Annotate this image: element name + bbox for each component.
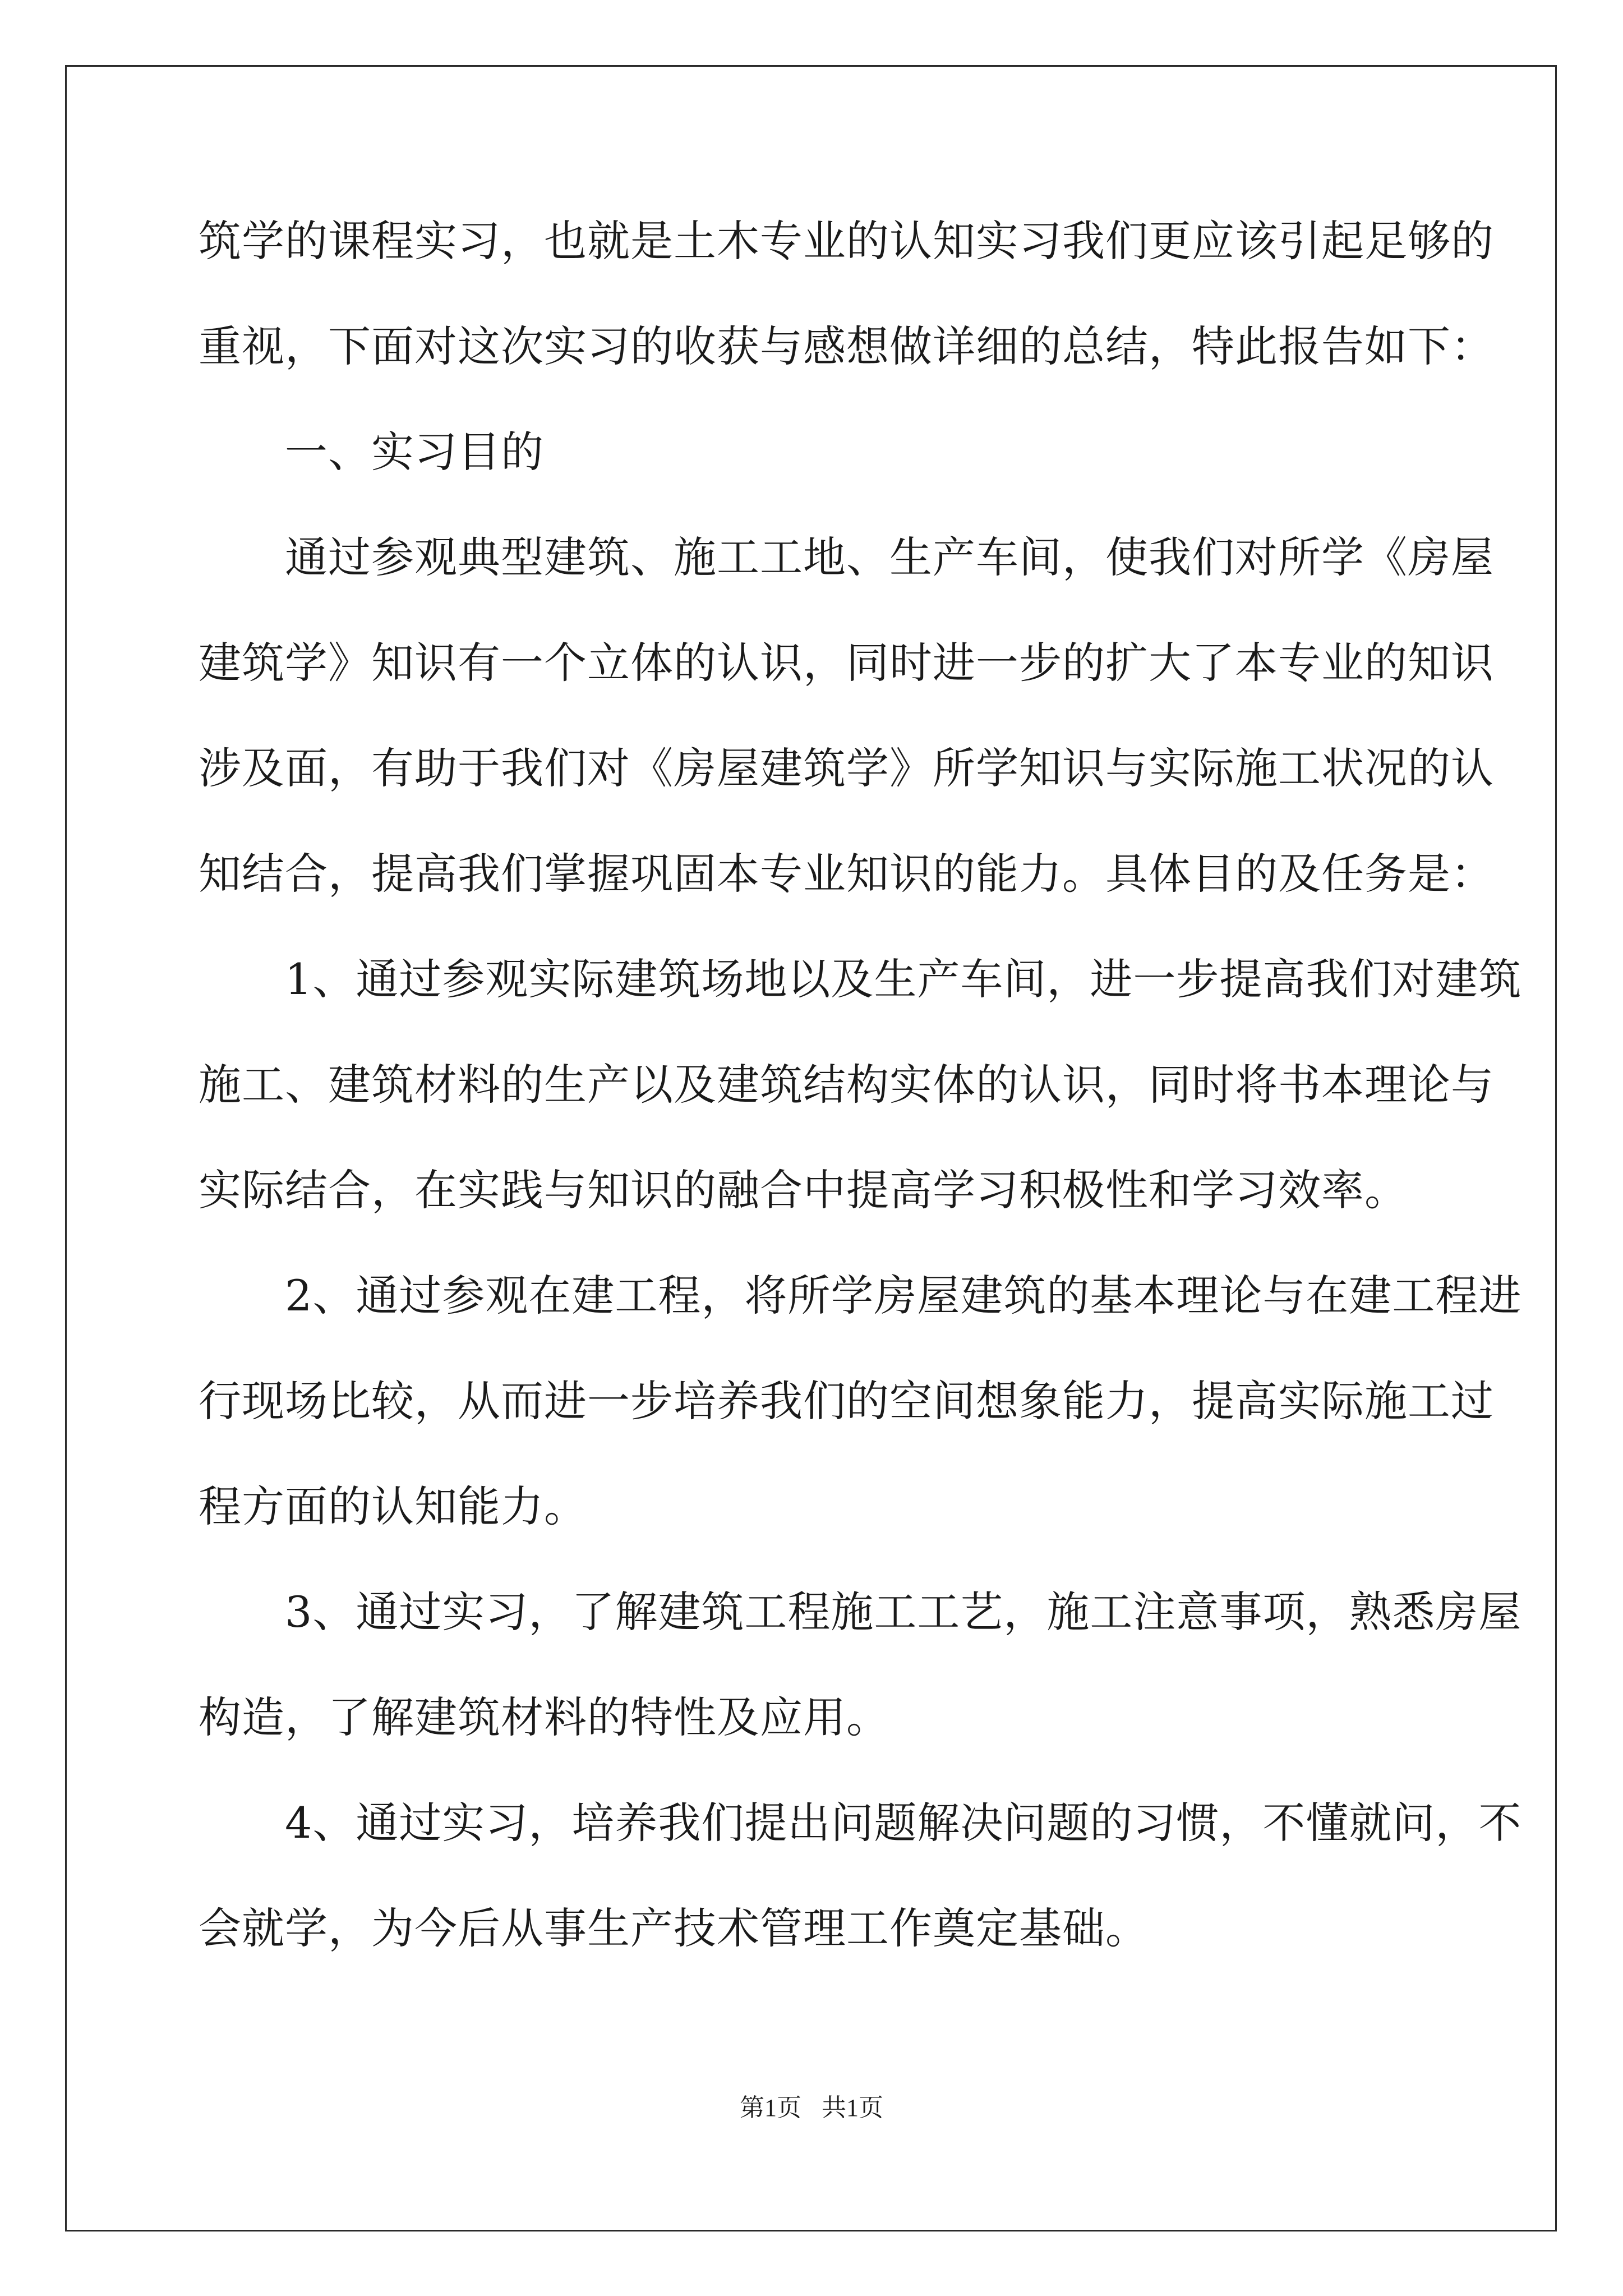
list-item-line: 程方面的认知能力。 <box>199 1481 587 1531</box>
paragraph-line: 通过参观典型建筑、施工工地、生产车间，使我们对所学《房屋 <box>285 532 1494 582</box>
section-heading: 一、实习目的 <box>285 427 544 477</box>
list-item-line: 构造，了解建筑材料的特性及应用。 <box>199 1692 889 1742</box>
list-item-line: 2、通过参观在建工程，将所学房屋建筑的基本理论与在建工程进 <box>285 1271 1522 1320</box>
list-item-line: 实际结合，在实践与知识的融合中提高学习积极性和学习效率。 <box>199 1165 1408 1215</box>
list-item-line: 1、通过参观实际建筑场地以及生产车间，进一步提高我们对建筑 <box>285 954 1522 1004</box>
list-item-line: 行现场比较，从而进一步培养我们的空间想象能力，提高实际施工过 <box>199 1376 1494 1426</box>
paragraph-line: 知结合，提高我们掌握巩固本专业知识的能力。具体目的及任务是： <box>199 849 1494 899</box>
list-item-line: 会就学，为今后从事生产技术管理工作奠定基础。 <box>199 1903 1149 1953</box>
paragraph-line: 筑学的课程实习，也就是土木专业的认知实习我们更应该引起足够的 <box>199 216 1494 266</box>
paragraph-line: 重视，下面对这次实习的收获与感想做详细的总结，特此报告如下： <box>199 321 1494 371</box>
paragraph-line: 涉及面，有助于我们对《房屋建筑学》所学知识与实际施工状况的认 <box>199 743 1494 793</box>
paragraph-line: 建筑学》知识有一个立体的认识，同时进一步的扩大了本专业的知识 <box>199 638 1494 688</box>
list-item-line: 3、通过实习，了解建筑工程施工工艺，施工注意事项，熟悉房屋 <box>285 1587 1522 1637</box>
list-item-line: 4、通过实习，培养我们提出问题解决问题的习惯，不懂就问，不 <box>285 1798 1522 1848</box>
page-number: 第1页 <box>740 2094 801 2122</box>
page-total: 共1页 <box>822 2094 883 2122</box>
list-item-line: 施工、建筑材料的生产以及建筑结构实体的认识，同时将书本理论与 <box>199 1060 1494 1110</box>
page-footer <box>0 2091 1623 2125</box>
